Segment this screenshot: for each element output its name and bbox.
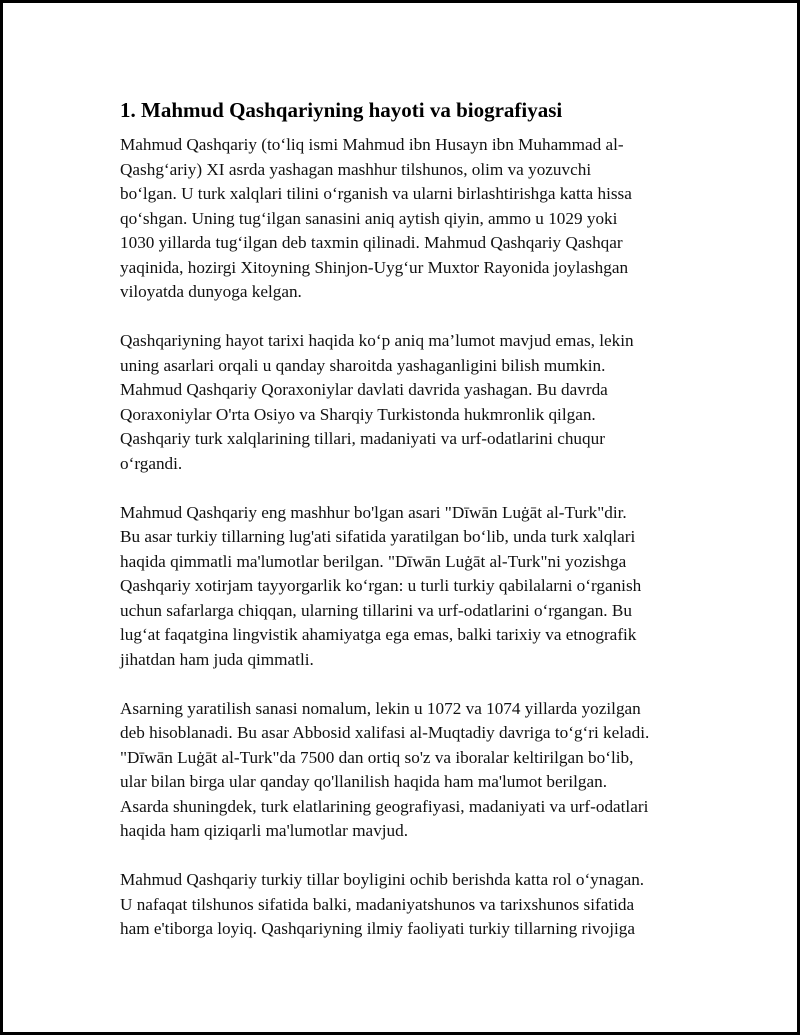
paragraph-line: Bu asar turkiy tillarning lug'ati sifatida yaratilgan bo‘lib, unda turk xalqlari	[120, 527, 636, 546]
paragraph-line: deb hisoblanadi. Bu asar Abbosid xalifasi al-Muqtadiy davriga to‘g‘ri keladi.	[120, 723, 650, 742]
body-paragraph	[120, 868, 690, 942]
paragraph-line: Mahmud Qashqariy Qoraxoniylar davlati davrida yashagan. Bu davrda	[120, 380, 608, 399]
paragraph-line: U nafaqat tilshunos sifatida balki, madaniyatshunos va tarixshunos sifatida	[120, 894, 635, 914]
paragraph-line: o‘rgandi.	[120, 453, 183, 473]
body-paragraph	[120, 697, 690, 844]
section-heading: 1. Mahmud Qashqariyning hayoti va biografiyasi	[120, 98, 563, 122]
body-paragraph	[120, 133, 690, 305]
paragraph-line: ular bilan birga ular qanday qo'llanilish haqida ham ma'lumot berilgan.	[120, 772, 607, 791]
paragraph-line: haqida ham qiziqarli ma'lumotlar mavjud.	[120, 821, 409, 840]
paragraph-line: Asarda shuningdek, turk elatlarining geografiyasi, madaniyati va urf-odatlari	[120, 796, 649, 816]
body-paragraph	[120, 329, 690, 476]
paragraph-line: jihatdan ham juda qimmatli.	[120, 649, 314, 669]
paragraph-line: Mahmud Qashqariy (to‘liq ismi Mahmud ibn Husayn ibn Muhammad al-	[120, 135, 624, 154]
paragraph-line: Qashqariy xotirjam tayyorgarlik ko‘rgan: u turli turkiy qabilalarni o‘rganish	[120, 576, 642, 595]
body-paragraph	[120, 501, 690, 673]
paragraph-line: yaqinida, hozirgi Xitoyning Shinjon-Uyg‘ur Muxtor Rayonida joylashgan	[120, 257, 629, 277]
paragraph-line: bo‘lgan. U turk xalqlari tilini o‘rganish va ularni birlashtirishga katta hissa	[120, 184, 632, 203]
paragraph-line: Qashg‘ariy) XI asrda yashagan mashhur tilshunos, olim va yozuvchi	[120, 159, 592, 179]
paragraph-line: Asarning yaratilish sanasi nomalum, lekin u 1072 va 1074 yillarda yozilgan	[120, 698, 641, 718]
paragraph-line: 1030 yillarda tug‘ilgan deb taxmin qilinadi. Mahmud Qashqariy Qashqar	[120, 233, 623, 252]
paragraph-line: Qashqariy turk xalqlarining tillari, madaniyati va urf-odatlarini chuqur	[120, 429, 605, 448]
paragraph-line: Mahmud Qashqariy turkiy tillar boyligini ochib berishda katta rol o‘ynagan.	[120, 870, 645, 889]
paragraph-line: uchun safarlarga chiqqan, ularning tillarini va urf-odatlarini o‘rgangan. Bu	[120, 600, 632, 620]
paragraph-line: lug‘at faqatgina lingvistik ahamiyatga ega emas, balki tarixiy va etnografik	[120, 625, 637, 644]
paragraph-line: ham e'tiborga loyiq. Qashqariyning ilmiy faoliyati turkiy tillarning rivojiga	[120, 919, 635, 938]
paragraphs-container	[120, 133, 690, 942]
paragraph-line: Mahmud Qashqariy eng mashhur bo'lgan asari "Dīwān Luġāt al-Turk"dir.	[120, 502, 627, 522]
paragraph-line: "Dīwān Luġāt al-Turk"da 7500 dan ortiq so'z va iboralar keltirilgan bo‘lib,	[120, 747, 634, 767]
document-body	[120, 96, 690, 966]
paragraph-line: Qoraxoniylar O'rta Osiyo va Sharqiy Turkistonda hukmronlik qilgan.	[120, 404, 596, 424]
paragraph-line: viloyatda dunyoga kelgan.	[120, 282, 302, 301]
paragraph-line: uning asarlari orqali u qanday sharoitda yashaganligini bilish mumkin.	[120, 355, 606, 375]
paragraph-line: Qashqariyning hayot tarixi haqida ko‘p aniq ma’lumot mavjud emas, lekin	[120, 331, 634, 350]
paragraph-line: haqida qimmatli ma'lumotlar berilgan. "Dīwān Luġāt al-Turk"ni yozishga	[120, 551, 627, 571]
paragraph-line: qo‘shgan. Uning tug‘ilgan sanasini aniq aytish qiyin, ammo u 1029 yoki	[120, 208, 618, 228]
